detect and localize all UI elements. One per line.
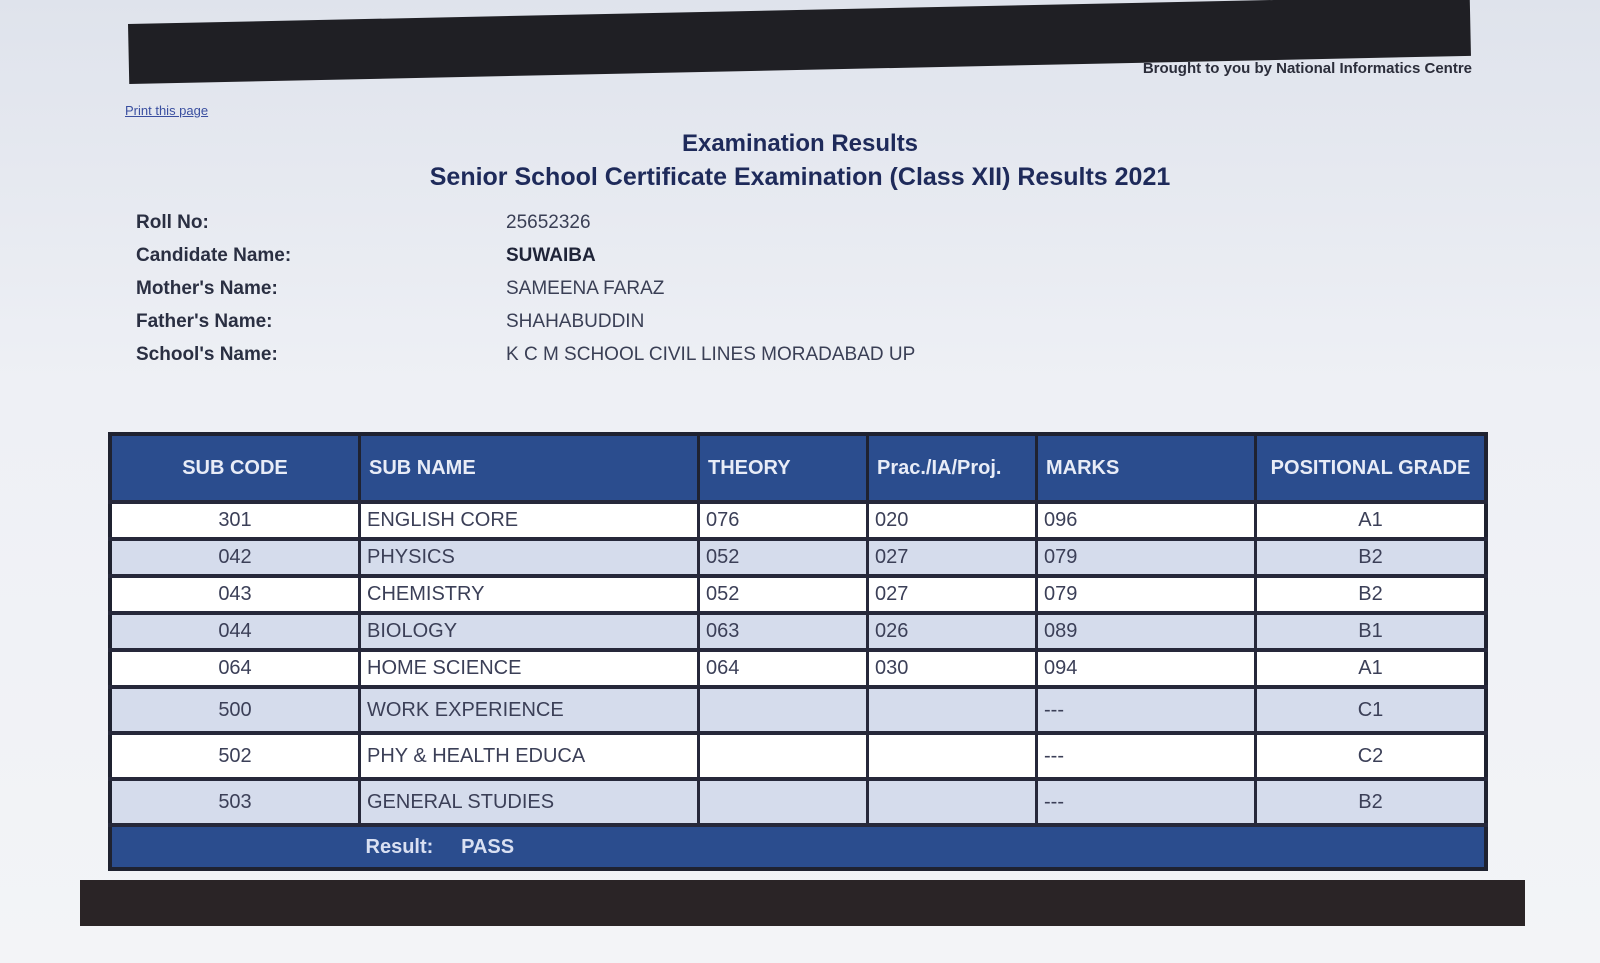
sub-code-cell: 502 [110, 733, 360, 779]
sub-name-cell: WORK EXPERIENCE [360, 687, 699, 733]
roll-no-value: 25652326 [506, 211, 591, 233]
table-header-row [110, 434, 1486, 502]
school-name-label: School's Name: [136, 343, 278, 365]
result-row [110, 825, 1486, 869]
info-row-school-name [136, 338, 1036, 371]
candidate-info [136, 206, 1036, 371]
info-row-father-name [136, 305, 1036, 338]
grade-cell: A1 [1256, 650, 1487, 687]
page-subtitle: Senior School Certificate Examination (Class XII) Results 2021 [429, 163, 1171, 191]
sub-code-cell: 044 [110, 613, 360, 650]
marks-cell: 096 [1037, 502, 1256, 539]
candidate-name-label: Candidate Name: [136, 244, 292, 266]
theory-cell [699, 733, 868, 779]
results-table [108, 432, 1488, 871]
table-row [110, 687, 1486, 733]
marks-cell: 094 [1037, 650, 1256, 687]
mother-name-label: Mother's Name: [136, 277, 278, 299]
practical-cell: 020 [868, 502, 1037, 539]
print-page-link[interactable]: Print this page [125, 103, 209, 118]
practical-cell [868, 733, 1037, 779]
school-name-value: K C M SCHOOL CIVIL LINES MORADABAD UP [506, 343, 916, 365]
sub-name-cell: HOME SCIENCE [360, 650, 699, 687]
father-name-label: Father's Name: [136, 310, 273, 332]
info-row-mother-name [136, 272, 1036, 305]
info-row-roll-no [136, 206, 1036, 239]
marks-cell: --- [1037, 733, 1256, 779]
practical-cell: 027 [868, 539, 1037, 576]
header-positional-grade: POSITIONAL GRADE [1256, 434, 1487, 502]
table-row [110, 576, 1486, 613]
grade-cell: B2 [1256, 539, 1487, 576]
sub-code-cell: 064 [110, 650, 360, 687]
sub-code-cell: 503 [110, 779, 360, 825]
sub-name-cell: PHYSICS [360, 539, 699, 576]
practical-cell: 027 [868, 576, 1037, 613]
table-row [110, 502, 1486, 539]
table-row [110, 779, 1486, 825]
grade-cell: C2 [1256, 733, 1487, 779]
practical-cell [868, 779, 1037, 825]
credit-text: Brought to you by National Informatics Centre [1142, 60, 1472, 77]
marks-cell: --- [1037, 779, 1256, 825]
theory-cell: 076 [699, 502, 868, 539]
candidate-name-value: SUWAIBA [506, 244, 596, 266]
grade-cell: B2 [1256, 576, 1487, 613]
table-row [110, 733, 1486, 779]
table-row [110, 613, 1486, 650]
info-row-candidate-name [136, 239, 1036, 272]
sub-name-cell: CHEMISTRY [360, 576, 699, 613]
table-row [110, 539, 1486, 576]
header-marks: MARKS [1037, 434, 1256, 502]
page-title: Examination Results [681, 130, 919, 157]
result-value: PASS [461, 835, 515, 858]
sub-name-cell: ENGLISH CORE [360, 502, 699, 539]
header-sub-code: SUB CODE [110, 434, 360, 502]
marks-cell: --- [1037, 687, 1256, 733]
theory-cell: 052 [699, 539, 868, 576]
practical-cell: 026 [868, 613, 1037, 650]
mother-name-value: SAMEENA FARAZ [506, 277, 665, 299]
sub-code-cell: 042 [110, 539, 360, 576]
table-row [110, 650, 1486, 687]
grade-cell: B1 [1256, 613, 1487, 650]
grade-cell: C1 [1256, 687, 1487, 733]
sub-name-cell: PHY & HEALTH EDUCA [360, 733, 699, 779]
practical-cell: 030 [868, 650, 1037, 687]
result-cell [360, 825, 1487, 869]
theory-cell: 052 [699, 576, 868, 613]
theory-cell [699, 779, 868, 825]
grade-cell: B2 [1256, 779, 1487, 825]
sub-code-cell: 043 [110, 576, 360, 613]
footer-bar [80, 880, 1525, 926]
roll-no-label: Roll No: [136, 211, 209, 233]
marks-cell: 089 [1037, 613, 1256, 650]
header-theory: THEORY [699, 434, 868, 502]
grade-cell: A1 [1256, 502, 1487, 539]
sub-name-cell: GENERAL STUDIES [360, 779, 699, 825]
theory-cell: 063 [699, 613, 868, 650]
header-sub-name: SUB NAME [360, 434, 699, 502]
header-practical: Prac./IA/Proj. [868, 434, 1037, 502]
practical-cell [868, 687, 1037, 733]
sub-code-cell: 301 [110, 502, 360, 539]
father-name-value: SHAHABUDDIN [506, 310, 645, 332]
sub-code-cell: 500 [110, 687, 360, 733]
sub-name-cell: BIOLOGY [360, 613, 699, 650]
result-spacer [110, 825, 360, 869]
marks-cell: 079 [1037, 539, 1256, 576]
result-label: Result: [365, 835, 434, 858]
marks-cell: 079 [1037, 576, 1256, 613]
theory-cell: 064 [699, 650, 868, 687]
theory-cell [699, 687, 868, 733]
